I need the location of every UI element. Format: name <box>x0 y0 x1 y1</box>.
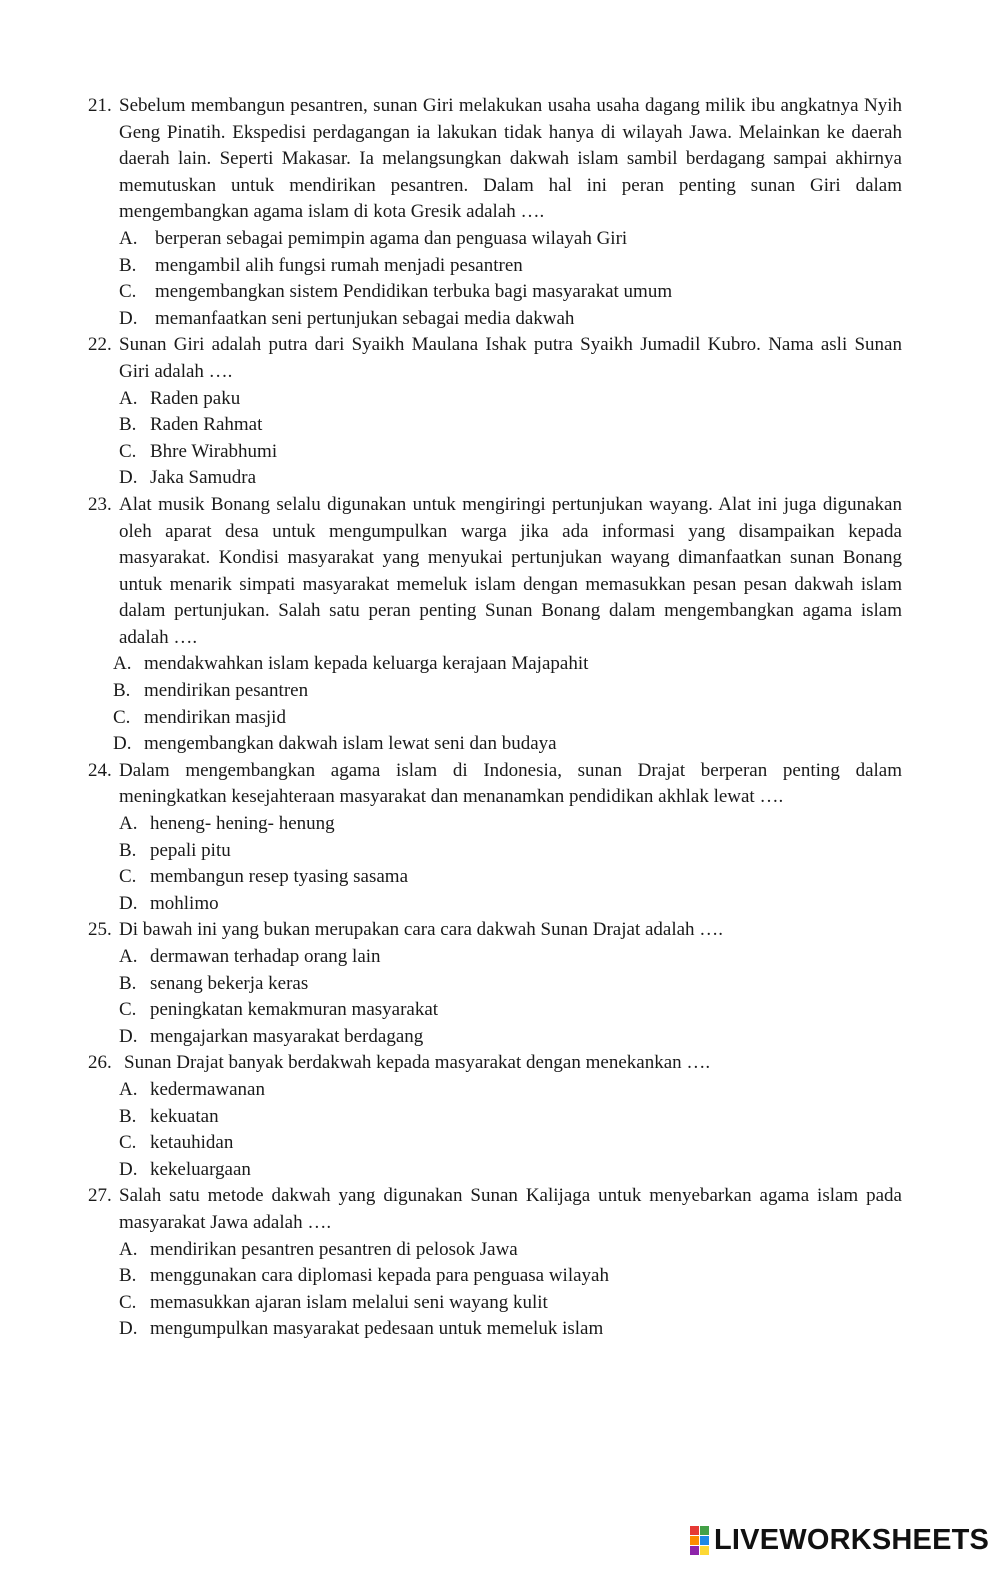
option-text: mendirikan masjid <box>144 706 286 728</box>
option-text: memanfaatkan seni pertunjukan sebagai media dakwah <box>155 307 575 329</box>
question-number: 24. <box>88 759 112 781</box>
question-number: 22. <box>88 334 112 356</box>
option-letter: B. <box>119 254 137 276</box>
option-letter: B. <box>113 680 131 702</box>
option-b[interactable] <box>119 971 1000 998</box>
option-text: membangun resep tyasing sasama <box>150 866 409 888</box>
option-letter: C. <box>119 440 137 462</box>
option-c[interactable] <box>119 1290 1000 1317</box>
option-list <box>0 651 1000 757</box>
option-text: mohlimo <box>150 892 219 914</box>
logo-square <box>690 1536 699 1545</box>
question-text: Dalam mengembangkan agama islam di Indonesia, sunan Drajat berperan penting dalam meningkatkan kesejahteraan masyarakat dan menanamkan pendidikan akhlak lewat …. <box>119 759 902 808</box>
option-letter: A. <box>119 387 138 409</box>
question-23 <box>0 492 1000 758</box>
option-list <box>0 944 1000 1050</box>
option-letter: A. <box>119 813 138 835</box>
option-d[interactable] <box>119 465 1000 492</box>
option-text: Jaka Samudra <box>150 467 257 489</box>
question-number: 27. <box>88 1185 112 1207</box>
option-list <box>0 811 1000 917</box>
logo-square <box>700 1526 709 1535</box>
option-a[interactable] <box>113 651 1000 678</box>
option-letter: C. <box>113 706 131 728</box>
option-letter: B. <box>119 414 137 436</box>
option-text: mendakwahkan islam kepada keluarga kerajaan Majapahit <box>144 653 589 675</box>
option-c[interactable] <box>119 864 1000 891</box>
option-text: mengambil alih fungsi rumah menjadi pesantren <box>155 254 523 276</box>
option-a[interactable] <box>119 944 1000 971</box>
option-text: mengembangkan sistem Pendidikan terbuka bagi masyarakat umum <box>155 281 673 303</box>
question-24 <box>0 758 1000 918</box>
question-text: Salah satu metode dakwah yang digunakan Sunan Kalijaga untuk menyebarkan agama islam pada masyarakat Jawa adalah …. <box>119 1185 902 1233</box>
option-text: kekeluargaan <box>150 1158 251 1180</box>
option-letter: D. <box>119 1158 138 1180</box>
option-c[interactable] <box>119 997 1000 1024</box>
logo-text: LIVEWORKSHEETS <box>714 1524 990 1557</box>
option-text: peningkatan kemakmuran masyarakat <box>150 999 439 1021</box>
option-letter: B. <box>119 1265 137 1287</box>
option-text: mengajarkan masyarakat berdagang <box>150 1025 424 1047</box>
option-a[interactable] <box>119 386 1000 413</box>
option-text: Bhre Wirabhumi <box>150 440 278 462</box>
option-b[interactable] <box>119 412 1000 439</box>
option-b[interactable] <box>113 678 1000 705</box>
option-letter: A. <box>119 1238 138 1260</box>
question-26 <box>0 1050 1000 1183</box>
option-letter: C. <box>119 999 137 1021</box>
option-b[interactable] <box>119 1104 1000 1131</box>
question-number: 23. <box>88 493 112 515</box>
option-letter: B. <box>119 839 137 861</box>
worksheet-page <box>0 93 1000 1343</box>
option-text: pepali pitu <box>150 839 231 861</box>
option-a[interactable] <box>119 1077 1000 1104</box>
option-text: dermawan terhadap orang lain <box>150 946 381 967</box>
liveworksheets-logo-icon <box>690 1526 709 1555</box>
option-letter: C. <box>119 1291 137 1313</box>
option-letter: D. <box>119 1318 138 1340</box>
option-b[interactable] <box>119 838 1000 865</box>
option-d[interactable] <box>119 1157 1000 1184</box>
option-letter: D. <box>119 307 138 329</box>
logo-square <box>700 1546 709 1555</box>
option-letter: D. <box>119 892 138 914</box>
option-text: berperan sebagai pemimpin agama dan penguasa wilayah Giri <box>155 227 628 249</box>
option-list <box>0 1077 1000 1183</box>
option-list <box>0 1237 1000 1343</box>
option-c[interactable] <box>119 1130 1000 1157</box>
question-number: 25. <box>88 919 112 941</box>
option-letter: D. <box>119 1025 138 1047</box>
liveworksheets-logo[interactable] <box>690 1526 989 1555</box>
option-c[interactable] <box>119 439 1000 466</box>
option-text: kedermawanan <box>150 1078 265 1100</box>
option-letter: B. <box>119 1105 137 1127</box>
option-letter: A. <box>113 653 132 675</box>
option-text: senang bekerja keras <box>150 972 309 994</box>
question-text: Alat musik Bonang selalu digunakan untuk mengiringi pertunjukan wayang. Alat ini juga digunakan oleh aparat desa untuk mengumpulkan warga jika ada informasi yang disampaikan kepada masyarakat. Kondisi masyarakat yang menyukai pertunjukan wayang dimanfaatkan sunan Bonang untuk menarik simpati masyarakat memeluk islam dengan memasukkan pesan pesan dakwah islam dalam pertunjukan. Salah satu peran penting Sunan Bonang dalam mengembangkan agama islam adalah …. <box>119 493 902 648</box>
question-text: Di bawah ini yang bukan merupakan cara cara dakwah Sunan Drajat adalah …. <box>119 919 724 941</box>
option-letter: C. <box>119 281 137 303</box>
question-22 <box>0 332 1000 492</box>
option-letter: D. <box>113 733 132 755</box>
option-d[interactable] <box>113 731 1000 758</box>
option-letter: D. <box>119 467 138 489</box>
option-text: menggunakan cara diplomasi kepada para penguasa wilayah <box>150 1265 609 1287</box>
question-27 <box>0 1183 1000 1343</box>
option-text: mengumpulkan masyarakat pedesaan untuk memeluk islam <box>150 1318 604 1340</box>
option-text: mendirikan pesantren <box>144 680 309 702</box>
option-text: heneng- hening- henung <box>150 813 335 835</box>
option-letter: C. <box>119 1132 137 1154</box>
question-text: Sunan Drajat banyak berdakwah kepada masyarakat dengan menekankan …. <box>124 1052 711 1074</box>
option-letter: A. <box>119 227 138 249</box>
option-text: memasukkan ajaran islam melalui seni wayang kulit <box>150 1291 548 1313</box>
logo-square <box>700 1536 709 1545</box>
option-letter: C. <box>119 866 137 888</box>
option-text: mengembangkan dakwah islam lewat seni dan budaya <box>144 733 557 755</box>
option-text: kekuatan <box>150 1105 219 1127</box>
logo-square <box>690 1526 699 1535</box>
question-number: 21. <box>88 95 112 116</box>
option-letter: A. <box>119 946 138 967</box>
question-text: Sunan Giri adalah putra dari Syaikh Maulana Ishak putra Syaikh Jumadil Kubro. Nama asli Sunan Giri adalah …. <box>119 334 902 382</box>
option-c[interactable] <box>113 705 1000 732</box>
option-text: Raden paku <box>150 387 241 409</box>
option-b[interactable] <box>119 1263 1000 1290</box>
option-letter: B. <box>119 972 137 994</box>
option-text: ketauhidan <box>150 1132 234 1154</box>
option-a[interactable] <box>119 1237 1000 1264</box>
option-d[interactable] <box>119 306 1000 333</box>
question-number: 26. <box>88 1052 112 1074</box>
option-d[interactable] <box>119 1316 1000 1343</box>
option-text: Raden Rahmat <box>150 414 263 436</box>
option-c[interactable] <box>119 279 1000 306</box>
option-list <box>0 226 1000 332</box>
option-a[interactable] <box>119 226 1000 253</box>
option-b[interactable] <box>119 253 1000 280</box>
question-text: Sebelum membangun pesantren, sunan Giri melakukan usaha usaha dagang milik ibu angkatnya Nyih Geng Pinatih. Ekspedisi perdagangan ia lakukan tidak hanya di wilayah Jawa. Melainkan ke daerah daerah lain. Seperti Makasar. Ia melangsungkan dakwah islam sambil berdagang sampai akhirnya memutuskan untuk mendirikan pesantren. Dalam hal ini peran penting sunan Giri dalam mengembangkan agama islam di kota Gresik adalah …. <box>119 95 902 223</box>
logo-square <box>690 1546 699 1555</box>
question-25 <box>0 917 1000 1050</box>
option-d[interactable] <box>119 1024 1000 1051</box>
option-list <box>0 386 1000 492</box>
option-letter: A. <box>119 1078 138 1100</box>
option-text: mendirikan pesantren pesantren di pelosok Jawa <box>150 1238 518 1260</box>
question-21 <box>0 93 1000 332</box>
option-a[interactable] <box>119 811 1000 838</box>
option-d[interactable] <box>119 891 1000 918</box>
